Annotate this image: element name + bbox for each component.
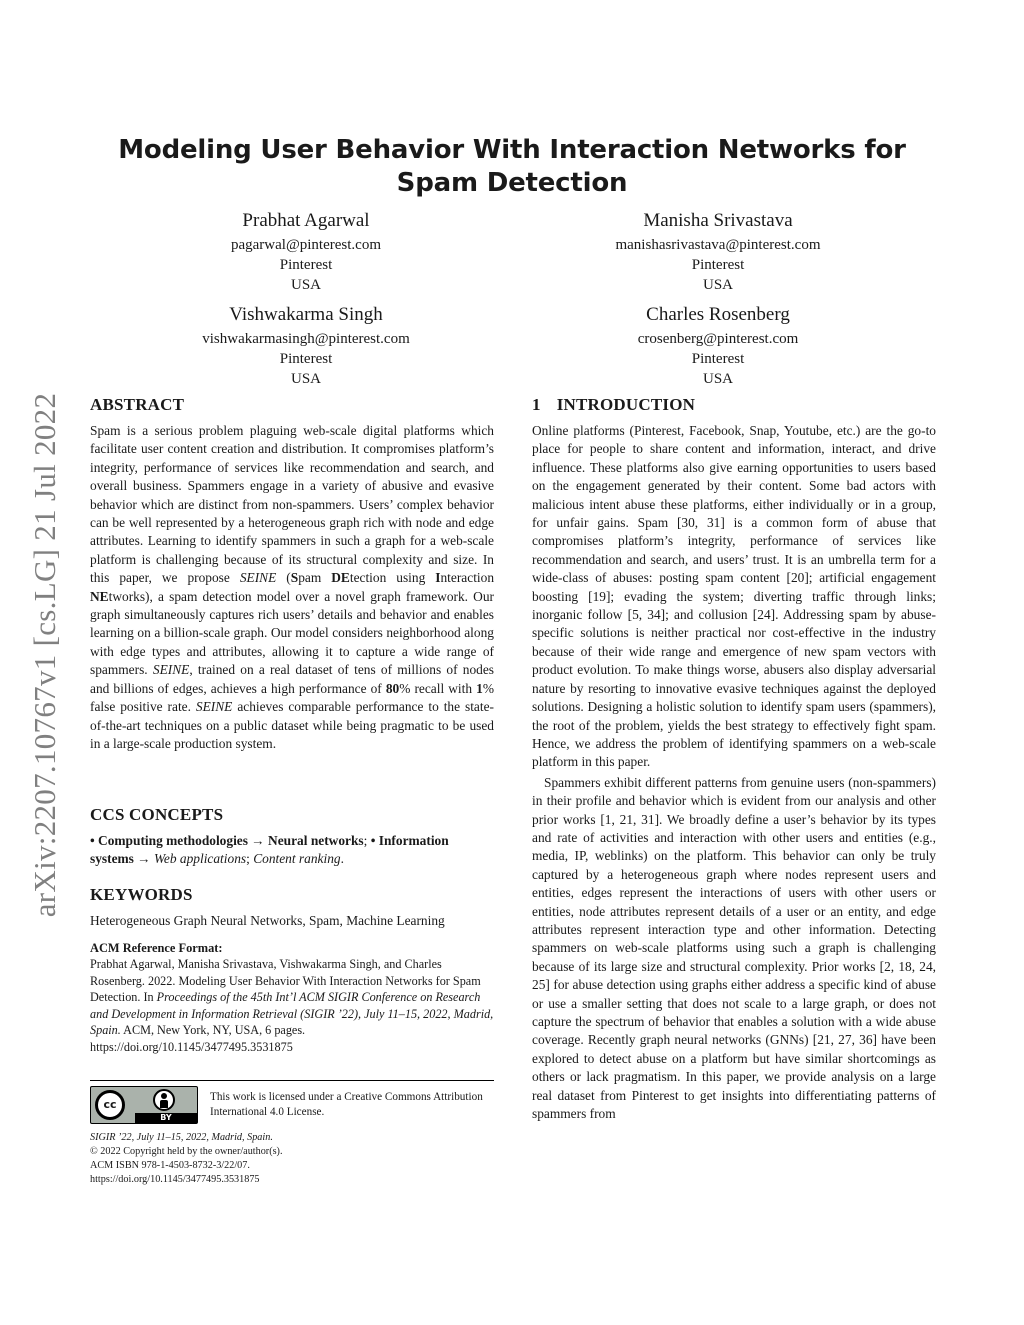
license-block: [90, 1080, 494, 1122]
author-email: vishwakarmasingh@pinterest.com: [202, 331, 410, 347]
intro-paragraph: Online platforms (Pinterest, Facebook, Snap, Youtube, etc.) are the go-to place for people to share content and information, interact, and drive influence. These platforms also give earning opportunities to users based on the engagement generated by their content. Some bad actors with malicious intent abuse these platforms, either individually or in a group, for unfair gains. Spam [30, 31] is a common form of abuse that compromises platform’s integrity, performance of services like recommendation and search, and users’ trust. It is an umbrella term for a wide-class of abuses: posting spam content [20]; artificial engagement boosting [19]; evading the system; diverting traffic through links; inorganic follow [5, 34]; and collusion [24]. Addressing spam by abuse-specific solutions is neither practical nor cost-effective in the industry because of their wide range and emergence of new spam vectors with product evolution. To make things worse, abusers also display adversarial nature by resorting to innovative evasive techniques against the deployed solutions. Designing a holistic solution to identify spam users (spammers), the root of the problem, yields the best strategy to effectively fight spam. Hence, we address the problem of identifying spammers on a web-scale platform in this paper.: [532, 423, 936, 770]
author-block: [518, 302, 918, 389]
author-org: Pinterest: [691, 257, 745, 273]
arxiv-identifier: arXiv:2207.10767v1 [cs.LG] 21 Jul 2022: [27, 392, 62, 918]
footnote-venue: SIGIR ’22, July 11–15, 2022, Madrid, Spain.: [90, 1132, 273, 1143]
author-name: Charles Rosenberg: [646, 304, 790, 325]
author-country: USA: [290, 371, 321, 387]
copyright-footnote: [90, 1131, 494, 1187]
author-block: [106, 208, 506, 295]
author-email: pagarwal@pinterest.com: [230, 237, 381, 253]
keywords-heading: KEYWORDS: [90, 885, 193, 904]
ccs-text: • Computing methodologies → Neural networks; • Information systems → Web applications; Content ranking.: [90, 833, 449, 867]
cc-icon: cc: [95, 1090, 125, 1120]
author-block: [518, 208, 918, 295]
author-email: manishasrivastava@pinterest.com: [615, 237, 821, 253]
intro-paragraph: Spammers exhibit different patterns from genuine users (non-spammers) in their profile and behavior which is evident from our analysis and other prior works [1, 21, 31]. We broadly define a user’s behavior by its types and rate of activities and interaction with other users and entities (e.g., media, IP, weblinks) on the platform. This behavior can only be truly captured by a heterogeneous graph where nodes represent users and entities, edges represent the interactions of users with other users or entities, node attributes represent details of a user or an entity, and edge attributes represent interaction type and other information. Detecting spammers on web-scale platforms using such a graph is challenging because of its large size and structural complexity. Prior works [2, 18, 24, 25] for abuse detection using graphs either address a specific kind of abuse or use a smaller setting that does not scale to a large graph, or does not capture the spectrum of behavior that enables a solution with a wide abuse coverage. Recently graph neural networks (GNNs) [21, 27, 36] have been explored to detect abuse on a platform but have similar shortcomings as others or lack pragmatism. In this paper, we provide analysis on a large real dataset from Pinterest to get insights into differentiating patterns of spammers from: [532, 774, 936, 1122]
author-org: Pinterest: [279, 257, 333, 273]
ccs-section: [90, 804, 494, 869]
abstract-heading: ABSTRACT: [90, 395, 185, 414]
introduction-section: [532, 394, 936, 1123]
keywords-section: [90, 884, 494, 930]
author-email: crosenberg@pinterest.com: [637, 331, 799, 347]
author-block: [106, 302, 506, 389]
acm-reference-section: [90, 940, 494, 1055]
footnote-doi[interactable]: https://doi.org/10.1145/3477495.3531875: [90, 1174, 260, 1185]
acm-reference-text: Prabhat Agarwal, Manisha Srivastava, Vishwakarma Singh, and Charles Rosenberg. 2022. Modeling User Behavior With Interaction Networks for Spam Detection. In Proceedings of the 45th Int’l ACM SIGIR Conference on Research and Development in Information Retrieval (SIGIR ’22), July 11–15, 2022, Madrid, Spain. ACM, New York, NY, USA, 6 pages. https://doi.org/10.1145/3477495.3531875: [90, 957, 494, 1054]
author-country: USA: [290, 277, 321, 293]
arxiv-identifier-sidebar: [28, 370, 62, 940]
by-label: BY: [135, 1113, 197, 1123]
creative-commons-badge-icon[interactable]: [90, 1086, 198, 1124]
footnote-isbn: ACM ISBN 978-1-4503-8732-3/22/07.: [90, 1160, 250, 1171]
author-country: USA: [702, 371, 733, 387]
section-title: INTRODUCTION: [556, 395, 696, 414]
attribution-icon: [135, 1087, 197, 1123]
author-name: Manisha Srivastava: [643, 210, 793, 231]
person-icon: [153, 1089, 175, 1111]
author-org: Pinterest: [691, 351, 745, 367]
author-name: Prabhat Agarwal: [242, 210, 370, 231]
author-country: USA: [702, 277, 733, 293]
abstract-section: [90, 394, 494, 753]
section-number: 1: [532, 395, 541, 414]
author-name: Vishwakarma Singh: [229, 304, 383, 325]
license-text: This work is licensed under a Creative Commons Attribution International 4.0 License.: [210, 1091, 483, 1118]
keywords-text: Heterogeneous Graph Neural Networks, Spam, Machine Learning: [90, 913, 445, 928]
footnote-copyright: © 2022 Copyright held by the owner/author(s).: [90, 1146, 283, 1157]
abstract-text: Spam is a serious problem plaguing web-scale digital platforms which facilitate user content creation and distribution. It compromises platform’s integrity, performance of services like recommendation and search, and overall business. Spammers engage in a variety of abusive and evasive behavior which are distinct from non-spammers. Users’ complex behavior can be well represented by a heterogeneous graph rich with node and edge attributes. Learning to identify spammers in such a graph for a web-scale platform is challenging because of its structural complexity and size. In this paper, we propose SEINE (Spam DEtection using Interaction NEtworks), a spam detection model over a novel graph framework. Our graph simultaneously captures rich users’ details and behavior and enables learning on a billion-scale graph. Our model considers neighborhood along with edge types and attributes, allowing it to capture a wide range of spammers. SEINE, trained on a real dataset of tens of millions of nodes and billions of edges, achieves a high performance of 80% recall with 1% false positive rate. SEINE achieves comparable performance to the state-of-the-art techniques on a public dataset while being pragmatic to be used in a large-scale production system.: [90, 423, 495, 751]
author-org: Pinterest: [279, 351, 333, 367]
ccs-heading: CCS CONCEPTS: [90, 805, 224, 824]
introduction-heading: [532, 394, 936, 416]
paper-title: Modeling User Behavior With Interaction Networks for Spam Detection: [118, 135, 906, 198]
acm-reference-heading: ACM Reference Format:: [90, 941, 223, 955]
